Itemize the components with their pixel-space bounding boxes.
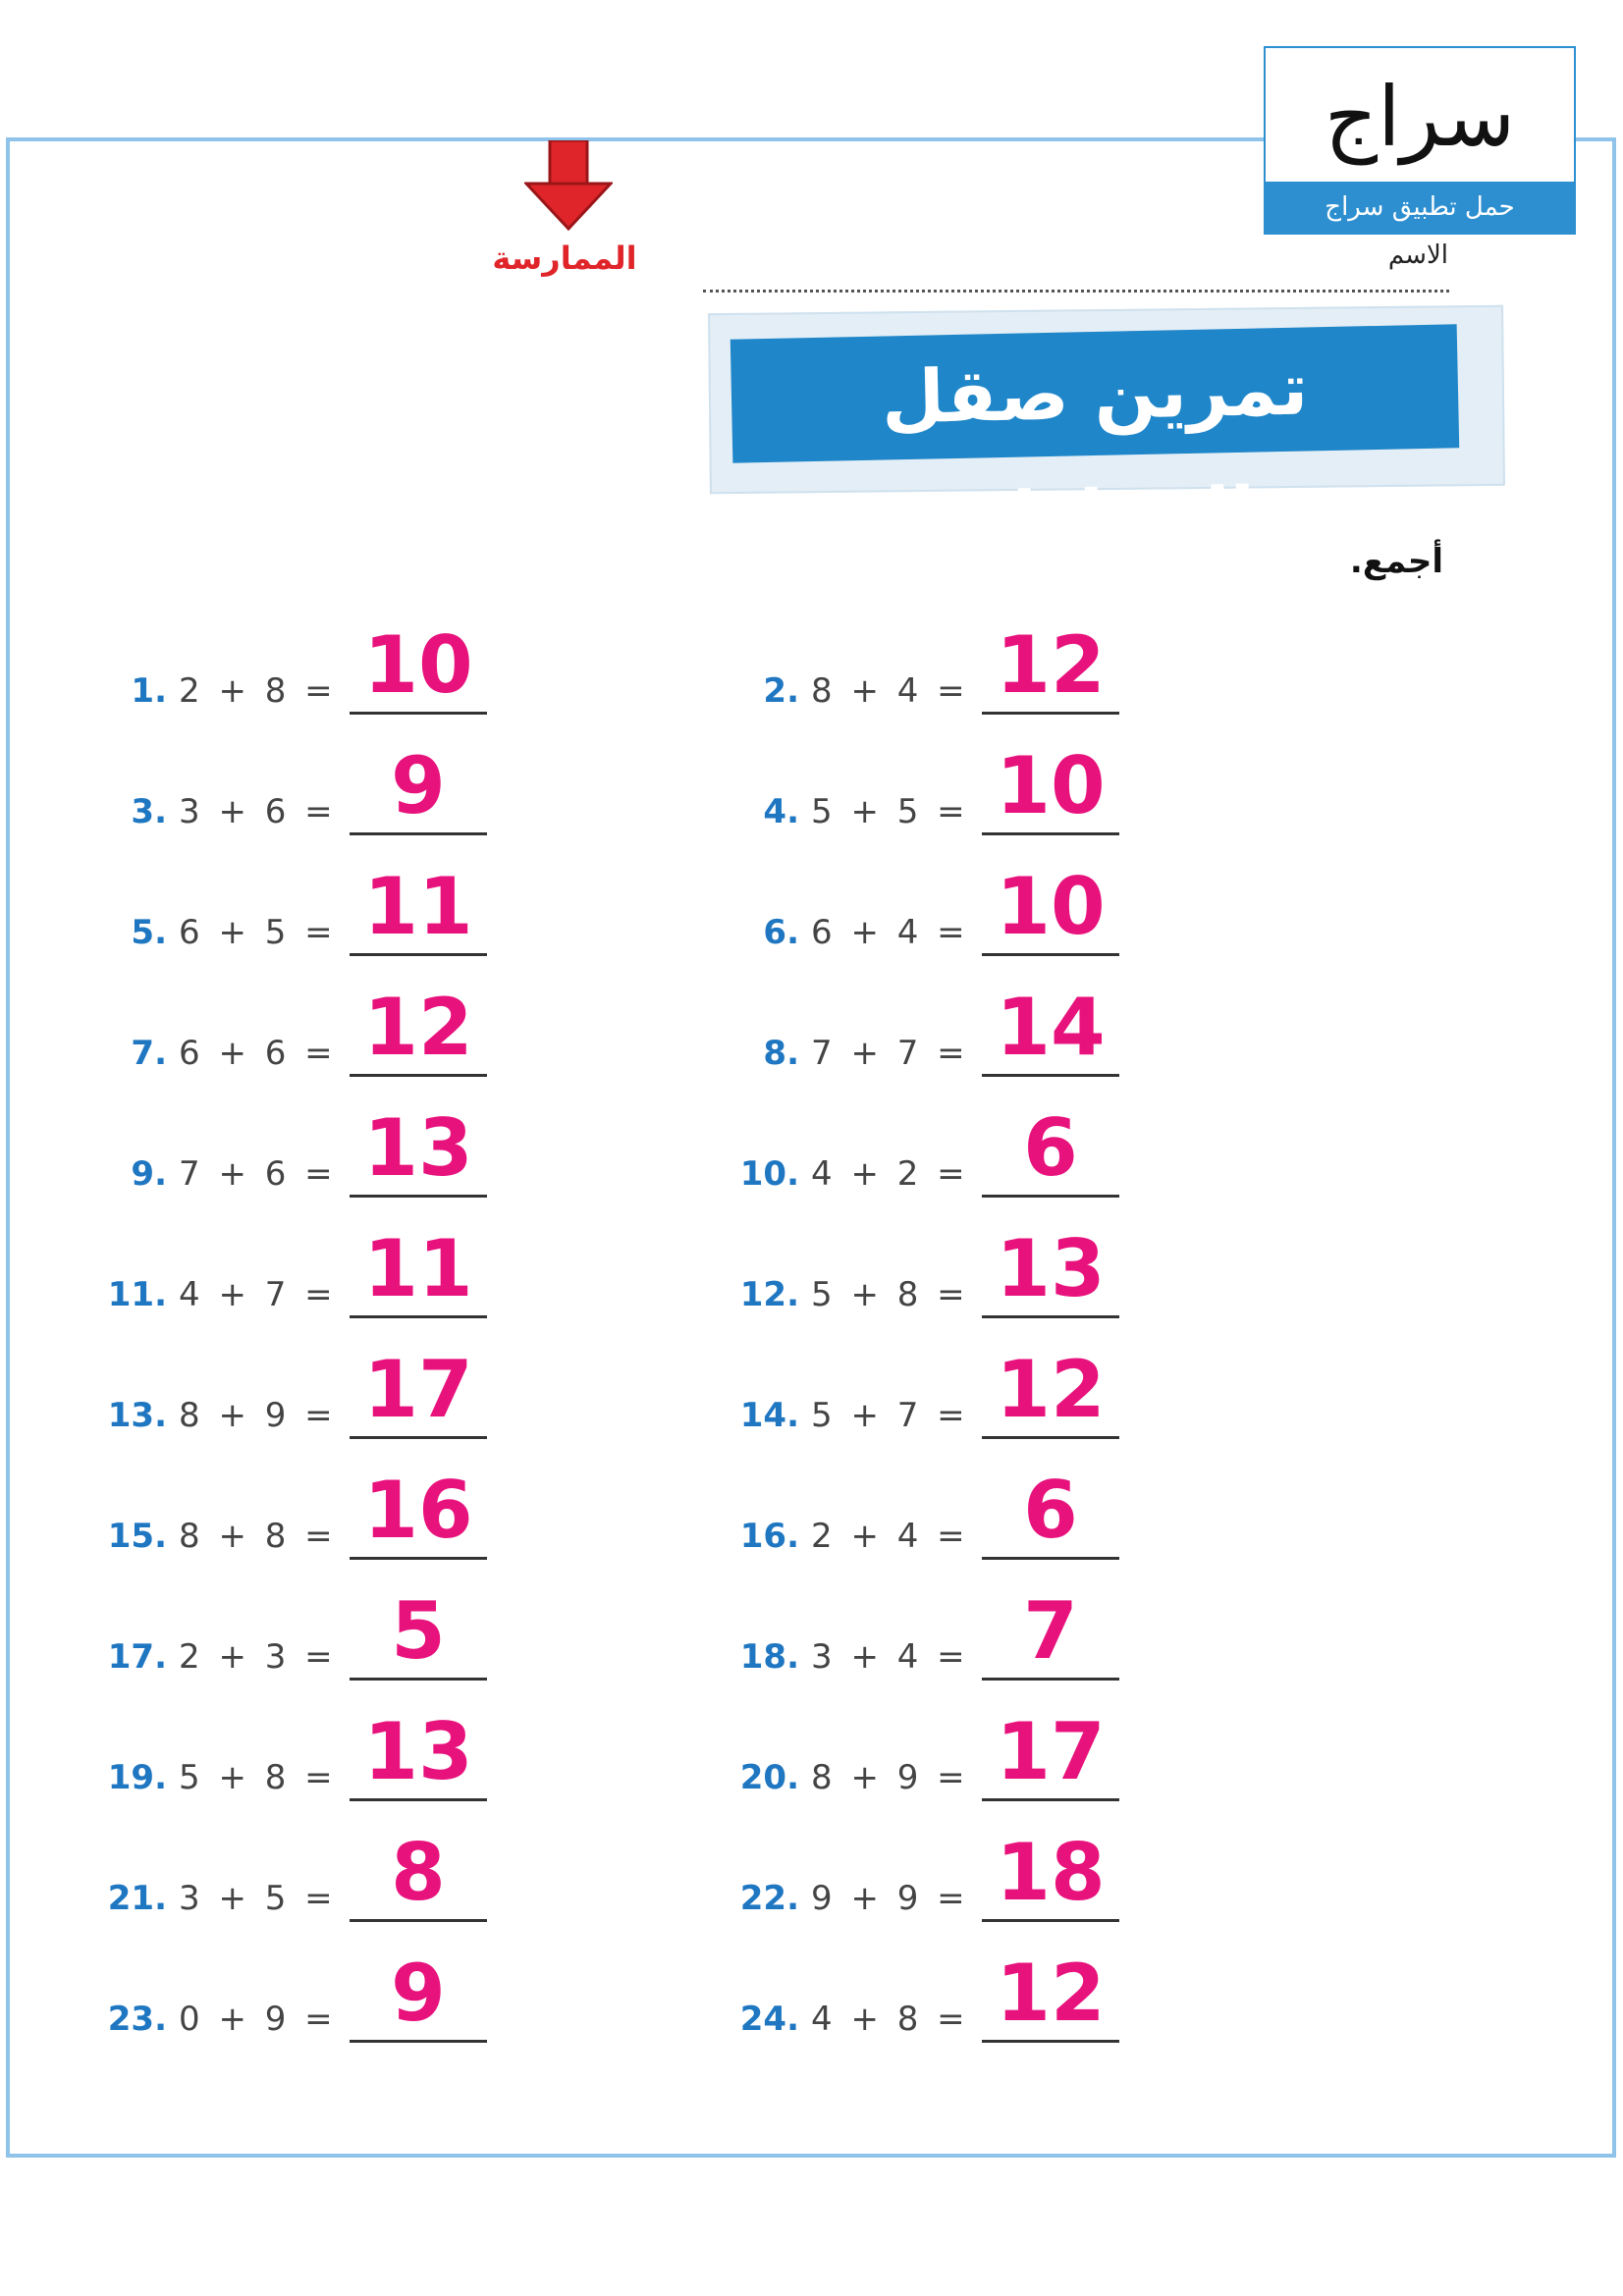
answer-value: 11 <box>363 1223 473 1314</box>
side-copyright-note <box>1532 1620 1547 2071</box>
exercise-item <box>96 840 518 958</box>
exercise-expression: 6 + 6 = <box>179 1034 337 1073</box>
exercise-expression: 7 + 7 = <box>811 1034 969 1073</box>
exercise-number: 20. <box>739 1758 799 1797</box>
answer-value: 13 <box>996 1223 1106 1314</box>
exercise-expression: 2 + 3 = <box>179 1637 337 1677</box>
answer-value: 12 <box>996 619 1106 711</box>
exercise-expression: 8 + 9 = <box>179 1396 337 1435</box>
exercise-item <box>96 1927 518 2045</box>
exercise-number: 17. <box>107 1637 167 1677</box>
exercise-number: 22. <box>739 1879 799 1918</box>
answer-value: 6 <box>1023 1102 1078 1194</box>
answer-value: 13 <box>363 1102 473 1194</box>
exercise-expression: 0 + 9 = <box>179 2000 337 2039</box>
exercise-item <box>729 961 1151 1079</box>
answer-value: 10 <box>996 740 1106 831</box>
exercise-number: 11. <box>107 1275 167 1314</box>
exercise-item <box>96 1444 518 1562</box>
answer-value: 12 <box>996 1344 1106 1435</box>
answer-value: 12 <box>996 1948 1106 2039</box>
exercise-item <box>96 1806 518 1924</box>
logo-wordmark: سراج <box>1324 69 1516 165</box>
exercise-item <box>729 1565 1151 1682</box>
instruction-text: أجمع. <box>1349 542 1443 581</box>
exercise-item <box>729 1444 1151 1562</box>
exercise-expression: 8 + 8 = <box>179 1517 337 1556</box>
exercise-expression: 8 + 4 = <box>811 671 969 711</box>
logo-tagline: حمل تطبيق سراج <box>1266 182 1574 233</box>
exercise-expression: 7 + 6 = <box>179 1154 337 1194</box>
exercise-expression: 5 + 8 = <box>179 1758 337 1797</box>
down-arrow-icon <box>524 140 613 231</box>
exercise-number: 8. <box>763 1034 799 1073</box>
exercise-expression: 8 + 9 = <box>811 1758 969 1797</box>
exercise-expression: 5 + 5 = <box>811 792 969 831</box>
exercise-number: 18. <box>739 1637 799 1677</box>
answer-value: 7 <box>1023 1585 1078 1677</box>
exercise-number: 19. <box>107 1758 167 1797</box>
exercise-item <box>729 1806 1151 1924</box>
exercise-expression: 3 + 6 = <box>179 792 337 831</box>
answer-value: 5 <box>391 1585 446 1677</box>
practice-label: الممارسة <box>492 240 637 277</box>
exercise-item <box>729 1323 1151 1441</box>
answer-value: 16 <box>363 1465 473 1556</box>
exercise-number: 1. <box>131 671 167 711</box>
answer-value: 6 <box>1023 1465 1078 1556</box>
exercise-expression: 4 + 2 = <box>811 1154 969 1194</box>
exercise-number: 7. <box>131 1034 167 1073</box>
name-field-line[interactable] <box>703 290 1449 293</box>
exercise-number: 21. <box>107 1879 167 1918</box>
exercise-number: 6. <box>763 913 799 952</box>
page-title: تمرين صقل المهارات <box>730 324 1459 462</box>
exercise-expression: 2 + 8 = <box>179 671 337 711</box>
siraj-logo <box>1264 46 1576 235</box>
exercise-number: 15. <box>107 1517 167 1556</box>
answer-value: 17 <box>996 1706 1106 1797</box>
answer-value: 10 <box>996 861 1106 952</box>
exercise-expression: 6 + 5 = <box>179 913 337 952</box>
exercise-item <box>729 1082 1151 1200</box>
exercise-item <box>96 599 518 717</box>
exercise-expression: 2 + 4 = <box>811 1517 969 1556</box>
exercise-item <box>729 1927 1151 2045</box>
exercise-number: 13. <box>107 1396 167 1435</box>
exercise-expression: 9 + 9 = <box>811 1879 969 1918</box>
exercise-number: 10. <box>739 1154 799 1194</box>
exercise-item <box>96 1565 518 1682</box>
exercise-expression: 3 + 5 = <box>179 1879 337 1918</box>
exercise-item <box>96 720 518 837</box>
answer-value: 18 <box>996 1827 1106 1918</box>
answer-value: 14 <box>996 982 1106 1073</box>
exercise-item <box>729 840 1151 958</box>
answer-value: 11 <box>363 861 473 952</box>
exercise-item <box>96 1082 518 1200</box>
answer-value: 9 <box>391 1948 446 2039</box>
exercise-item <box>729 1685 1151 1803</box>
exercise-item <box>96 961 518 1079</box>
answer-value: 17 <box>363 1344 473 1435</box>
exercise-number: 16. <box>739 1517 799 1556</box>
answer-value: 10 <box>363 619 473 711</box>
exercise-item <box>729 1202 1151 1320</box>
exercise-item <box>729 720 1151 837</box>
exercise-number: 4. <box>763 792 799 831</box>
exercise-expression: 4 + 7 = <box>179 1275 337 1314</box>
answer-value: 13 <box>363 1706 473 1797</box>
exercise-number: 23. <box>107 2000 167 2039</box>
exercise-item <box>96 1685 518 1803</box>
exercise-number: 24. <box>739 2000 799 2039</box>
answer-value: 8 <box>391 1827 446 1918</box>
exercise-number: 14. <box>739 1396 799 1435</box>
exercise-item <box>96 1323 518 1441</box>
answer-value: 9 <box>391 740 446 831</box>
exercise-item <box>96 1202 518 1320</box>
exercise-item <box>729 599 1151 717</box>
exercise-expression: 6 + 4 = <box>811 913 969 952</box>
exercise-number: 12. <box>739 1275 799 1314</box>
exercise-expression: 5 + 7 = <box>811 1396 969 1435</box>
exercise-expression: 5 + 8 = <box>811 1275 969 1314</box>
answer-value: 12 <box>363 982 473 1073</box>
exercise-number: 9. <box>131 1154 167 1194</box>
exercise-expression: 4 + 8 = <box>811 2000 969 2039</box>
exercise-number: 3. <box>131 792 167 831</box>
name-label: الاسم <box>1387 240 1448 270</box>
exercise-number: 5. <box>131 913 167 952</box>
exercise-number: 2. <box>763 671 799 711</box>
exercise-expression: 3 + 4 = <box>811 1637 969 1677</box>
